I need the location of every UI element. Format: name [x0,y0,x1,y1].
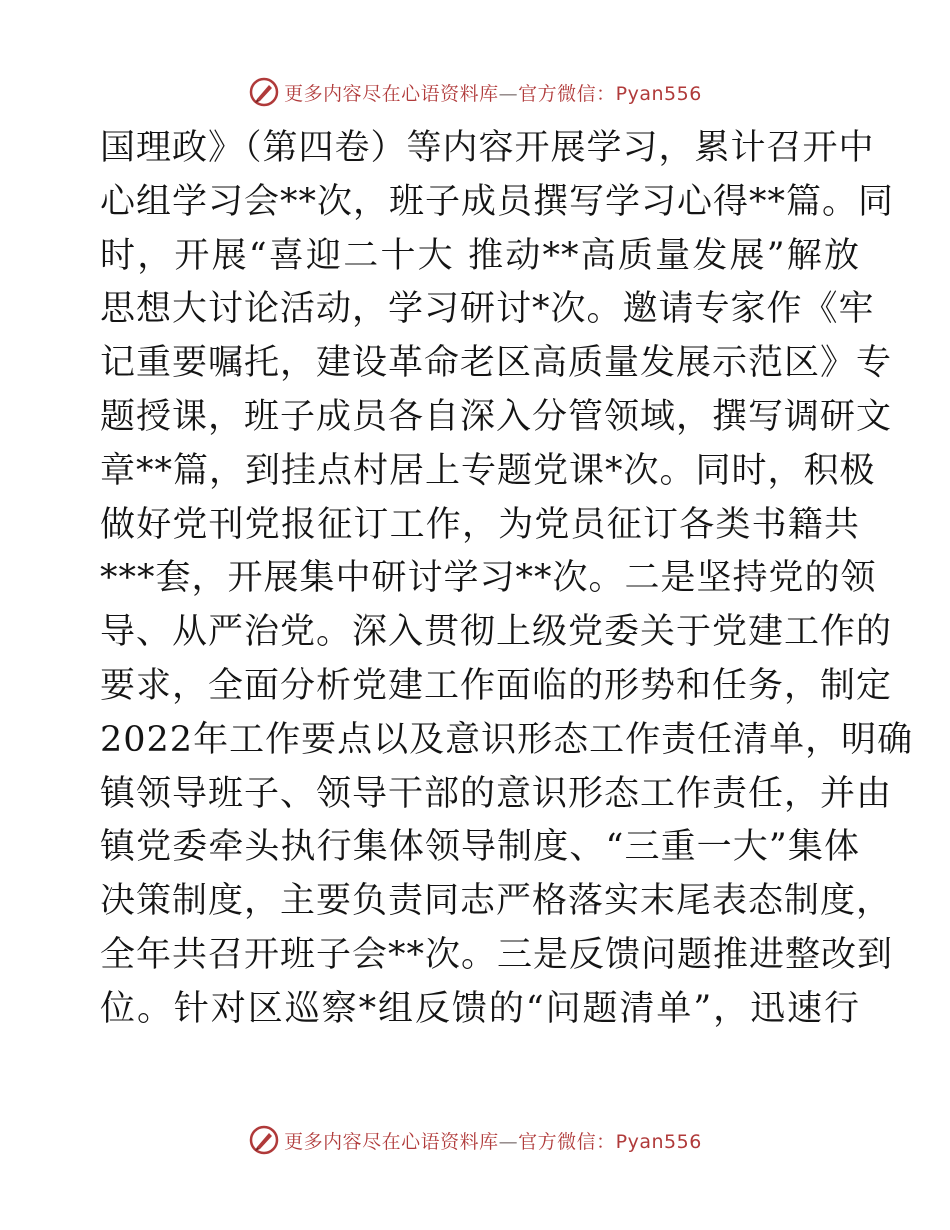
watermark-brand: 更多内容尽在心语资料库 [284,82,499,105]
body-line: 心组学习会**次，班子成员撰写学习心得**篇。同 [100,181,895,222]
body-line: 记重要嘱托，建设革命老区高质量发展示范区》专 [100,343,893,384]
body-line: 导、从严治党。深入贯彻上级党委关于党建工作的 [100,612,893,653]
watermark-separator: — [498,1130,519,1153]
watermark-contact: 官方微信：Pyan556 [518,82,702,105]
body-line: 时，开展“喜迎二十大 推动**高质量发展”解放 [100,235,860,276]
watermark-separator: — [498,82,519,105]
body-line: 镇领导班子、领导干部的意识形态工作责任，并由 [100,773,893,814]
body-line: 全年共召开班子会**次。三是反馈问题推进整改到 [100,934,894,975]
body-line: 镇党委牵头执行集体领导制度、“三重一大”集体 [100,827,860,868]
body-line: ***套，开展集中研讨学习**次。二是坚持党的领 [100,558,877,599]
document-body [100,122,914,1037]
body-line: 题授课，班子成员各自深入分管领域，撰写调研文 [100,396,893,437]
body-line: 要求，全面分析党建工作面临的形势和任务，制定 [100,665,893,706]
body-line: 思想大讨论活动，学习研讨*次。邀请专家作《牢 [100,289,875,330]
watermark-brand: 更多内容尽在心语资料库 [284,1130,499,1153]
body-line: 决策制度，主要负责同志严格落实末尾表态制度， [100,881,893,922]
body-line: 2022年工作要点以及意识形态工作责任清单，明确 [100,719,914,760]
watermark-contact: 官方微信：Pyan556 [518,1130,702,1153]
pen-logo-icon [248,76,280,108]
body-line: 做好党刊党报征订工作，为党员征订各类书籍共 [100,504,860,545]
pen-logo-icon [248,1124,280,1156]
body-line: 国理政》（第四卷）等内容开展学习，累计召开中 [100,128,875,168]
watermark-text [284,79,702,106]
footer-watermark [0,1124,950,1156]
watermark-text [284,1127,702,1154]
body-line: 位。针对区巡察*组反馈的“问题清单”，迅速行 [100,988,860,1029]
body-line: 章**篇，到挂点村居上专题党课*次。同时，积极 [100,450,876,491]
header-watermark [0,76,950,108]
